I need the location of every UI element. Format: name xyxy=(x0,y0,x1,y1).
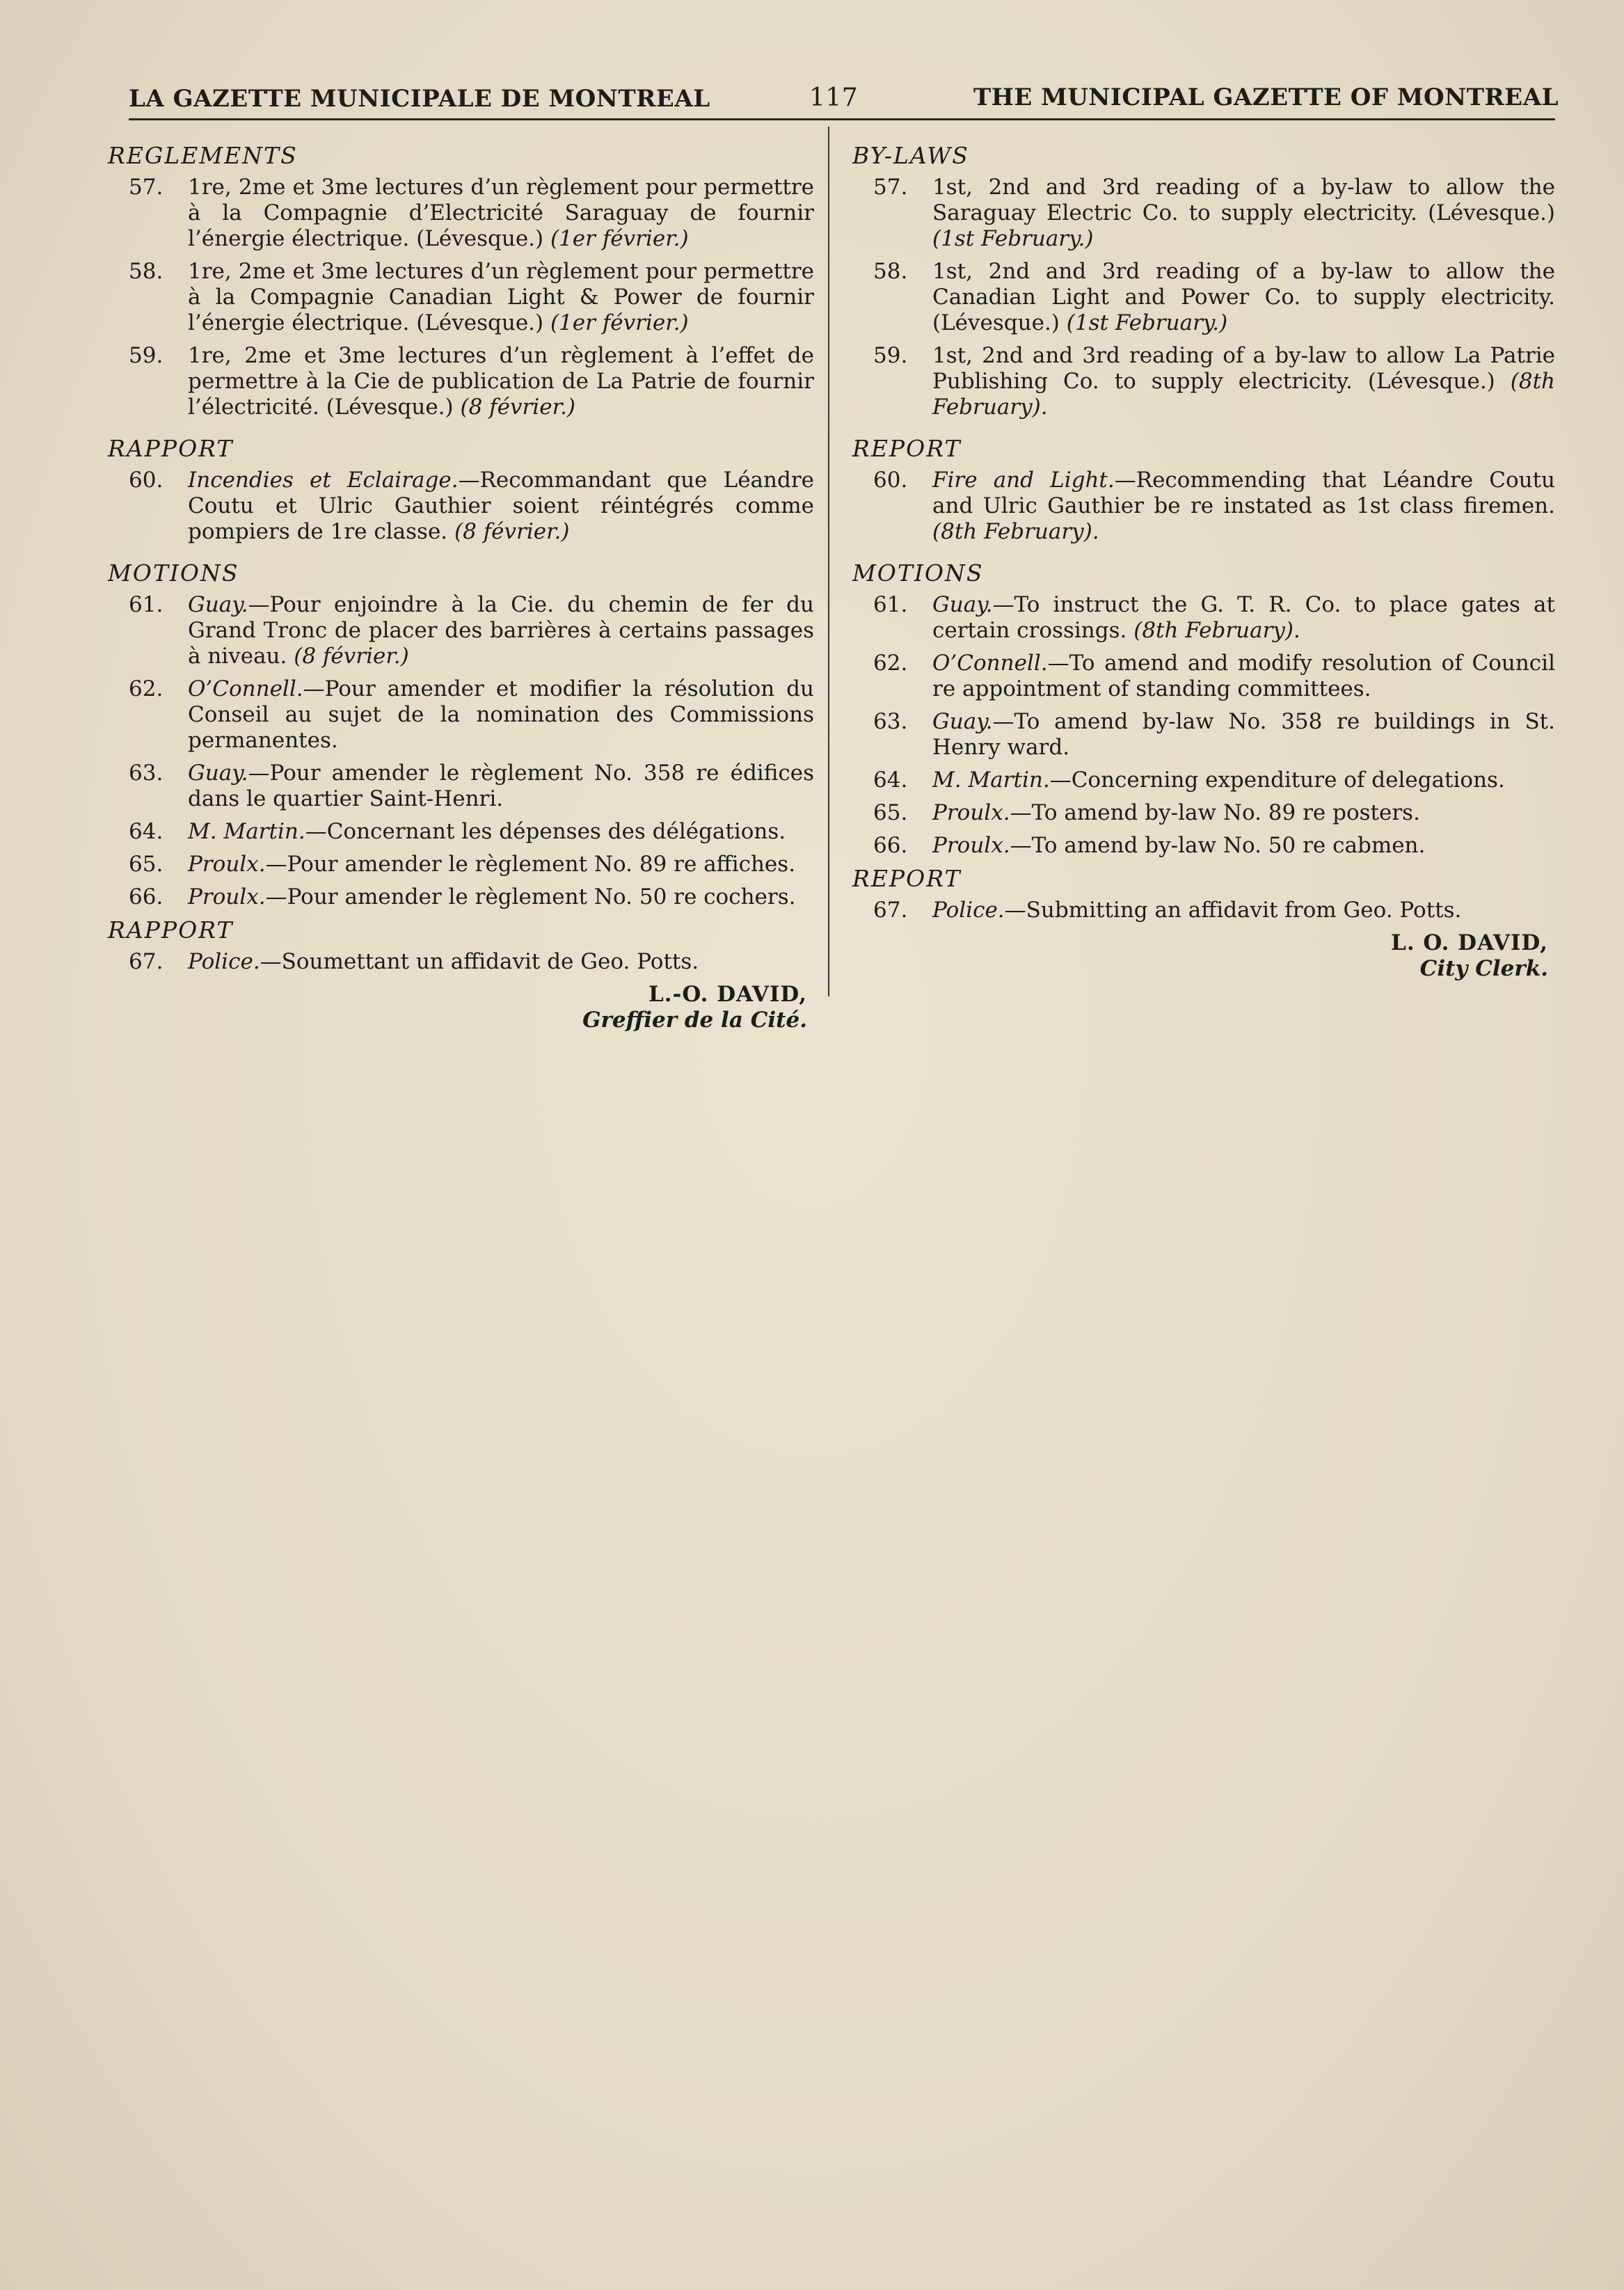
list-item xyxy=(852,259,1555,336)
item-number: 67. xyxy=(129,949,164,974)
list-item xyxy=(108,592,814,669)
item-number: 60. xyxy=(873,468,908,493)
item-number: 61. xyxy=(873,592,908,617)
list-item xyxy=(852,768,1555,793)
item-text: —To instruct the G. T. R. Co. to place gates at certain crossings. xyxy=(932,592,1555,643)
signature-block xyxy=(108,982,814,1033)
item-number: 65. xyxy=(873,800,908,825)
item-number: 67. xyxy=(873,898,908,923)
item-text: —Submitting an affidavit from Geo. Potts. xyxy=(1004,898,1462,923)
item-text: —Recommending that Léandre Coutu and Ulric Gauthier be re instated as 1st class firemen. xyxy=(932,468,1556,518)
signature-title: Greffier de la Cité. xyxy=(582,1008,807,1033)
column-divider xyxy=(828,127,829,996)
list-item xyxy=(852,833,1555,859)
item-text: 1st, 2nd and 3rd reading of a by-law to allow the Canadian Light and Power Co. to supply electricity. (Lévesque.) xyxy=(932,259,1555,335)
item-text: —Pour amender le règlement No. 50 re cochers. xyxy=(265,884,796,909)
page-header xyxy=(129,78,1576,120)
item-text: —Concernant les dépenses des délégations. xyxy=(305,819,786,844)
item-text: —To amend by-law No. 89 re posters. xyxy=(1010,800,1420,825)
item-name: Fire and Light. xyxy=(932,468,1115,493)
item-name: M. Martin. xyxy=(932,768,1050,793)
list-item xyxy=(108,175,814,252)
item-text: 1re, 2me et 3me lectures d’un règlement à l’effet de permettre à la Cie de publication de La Patrie de fournir l’électricité. (Lévesque.) xyxy=(188,343,814,420)
item-number: 57. xyxy=(129,175,164,200)
list-item xyxy=(852,343,1555,420)
item-text: —To amend by-law No. 358 re buildings in St. Henry ward. xyxy=(932,709,1555,760)
list-item xyxy=(852,898,1555,923)
item-number: 58. xyxy=(129,259,164,284)
item-text: 1re, 2me et 3me lectures d’un règlement pour permettre à la Compagnie d’Electricité Saraguay de fournir l’énergie électrique. (Lévesque.) xyxy=(188,175,814,251)
list-item xyxy=(108,343,814,420)
item-text: —Pour amender le règlement No. 358 re édifices dans le quartier Saint-Henri. xyxy=(188,761,814,811)
item-number: 64. xyxy=(873,768,908,793)
list-item xyxy=(108,761,814,812)
item-date: (1st February.) xyxy=(1066,310,1228,335)
item-text: —Pour amender le règlement No. 89 re affiches. xyxy=(265,852,796,877)
item-name: M. Martin. xyxy=(188,819,305,844)
list-item xyxy=(108,852,814,877)
list-item xyxy=(108,949,814,975)
section-heading-rapport-2: RAPPORT xyxy=(108,916,234,944)
item-text: —To amend and modify resolution of Council re appointment of standing committees. xyxy=(932,651,1555,701)
list-item xyxy=(852,468,1555,545)
list-item xyxy=(852,592,1555,644)
item-date: (8th February). xyxy=(932,519,1099,544)
item-name: Guay. xyxy=(188,592,248,617)
section-heading-motions: MOTIONS xyxy=(852,559,984,587)
item-date: (8th February). xyxy=(1133,618,1300,643)
item-number: 57. xyxy=(873,175,908,200)
page-number: 117 xyxy=(809,84,859,112)
item-text: 1st, 2nd and 3rd reading of a by-law to allow La Patrie Publishing Co. to supply electricity. (Lévesque.) xyxy=(932,343,1555,394)
item-number: 59. xyxy=(129,343,164,368)
list-item xyxy=(108,259,814,336)
signature-block xyxy=(852,930,1555,982)
item-number: 63. xyxy=(129,761,164,786)
item-text: —Soumettant un affidavit de Geo. Potts. xyxy=(260,949,699,974)
item-text: —Concerning expenditure of delegations. xyxy=(1049,768,1505,793)
item-number: 60. xyxy=(129,468,164,493)
item-number: 63. xyxy=(873,709,908,734)
list-item xyxy=(852,175,1555,252)
item-name: Guay. xyxy=(932,709,993,734)
list-item xyxy=(852,651,1555,702)
item-text: —Recommandant que Léandre Coutu et Ulric Gauthier soient réintégrés comme pompiers de 1re classe. xyxy=(188,468,815,544)
section-heading-motions: MOTIONS xyxy=(108,559,239,587)
item-name: Police. xyxy=(188,949,260,974)
item-number: 62. xyxy=(129,676,164,701)
list-item xyxy=(108,468,814,545)
section-heading-report: REPORT xyxy=(852,435,962,462)
signature-title: City Clerk. xyxy=(1419,956,1548,981)
french-column xyxy=(108,143,814,1033)
english-column xyxy=(852,143,1555,982)
item-text: —Pour amender et modifier la résolution du Conseil au sujet de la nomination des Commissions permanentes. xyxy=(188,676,814,753)
item-text: 1st, 2nd and 3rd reading of a by-law to allow the Saraguay Electric Co. to supply electricity. (Lévesque.) xyxy=(932,175,1555,225)
item-number: 58. xyxy=(873,259,908,284)
section-heading-rapport: RAPPORT xyxy=(108,435,234,462)
item-number: 65. xyxy=(129,852,164,877)
item-name: O’Connell. xyxy=(932,651,1048,676)
item-name: Police. xyxy=(932,898,1005,923)
item-date: (1st February.) xyxy=(932,226,1094,251)
section-heading-reglements: REGLEMENTS xyxy=(108,142,298,169)
item-name: Proulx. xyxy=(188,884,266,909)
signature-name: L. O. DAVID, xyxy=(1391,930,1548,955)
item-number: 66. xyxy=(129,884,164,909)
item-date: (1er février.) xyxy=(550,226,689,251)
item-name: Incendies et Eclairage. xyxy=(188,468,459,493)
item-number: 64. xyxy=(129,819,164,844)
list-item xyxy=(852,709,1555,761)
item-name: O’Connell. xyxy=(188,676,303,701)
list-item xyxy=(108,884,814,910)
item-date: (8 février.) xyxy=(294,644,409,669)
item-text: —Pour enjoindre à la Cie. du chemin de fer du Grand Tronc de placer des barrières à certains passages à niveau. xyxy=(188,592,814,669)
section-heading-by-laws: BY-LAWS xyxy=(852,142,969,169)
item-number: 59. xyxy=(873,343,908,368)
item-date: (8 février.) xyxy=(454,519,570,544)
item-number: 62. xyxy=(873,651,908,676)
header-rule xyxy=(129,118,1555,120)
item-date: (8th February). xyxy=(932,369,1555,420)
item-name: Guay. xyxy=(188,761,248,786)
section-heading-report-2: REPORT xyxy=(852,865,962,892)
item-name: Proulx. xyxy=(932,833,1010,858)
item-name: Proulx. xyxy=(932,800,1010,825)
header-french-title: LA GAZETTE MUNICIPALE DE MONTREAL xyxy=(129,85,710,113)
item-date: (1er février.) xyxy=(550,310,689,335)
item-name: Proulx. xyxy=(188,852,266,877)
item-name: Guay. xyxy=(932,592,993,617)
list-item xyxy=(852,800,1555,826)
item-number: 61. xyxy=(129,592,164,617)
item-text: 1re, 2me et 3me lectures d’un règlement pour permettre à la Compagnie Canadian Light & Power de fournir l’énergie électrique. (Lévesque.) xyxy=(188,259,814,335)
item-date: (8 février.) xyxy=(460,395,575,420)
list-item xyxy=(108,676,814,754)
item-text: —To amend by-law No. 50 re cabmen. xyxy=(1010,833,1426,858)
header-english-title: THE MUNICIPAL GAZETTE OF MONTREAL xyxy=(973,84,1559,111)
item-number: 66. xyxy=(873,833,908,858)
signature-name: L.-O. DAVID, xyxy=(648,982,807,1007)
list-item xyxy=(108,819,814,845)
